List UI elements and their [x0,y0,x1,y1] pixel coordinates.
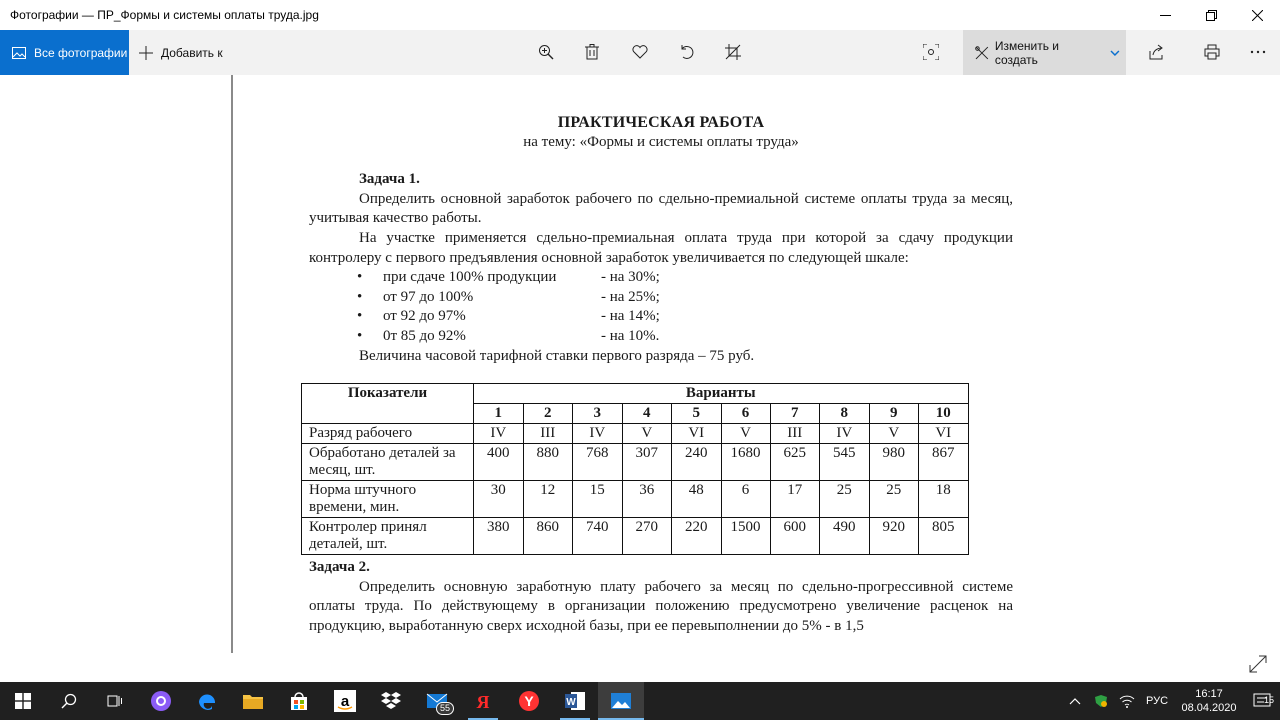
table-cell: 625 [770,444,820,481]
variant-number: 6 [721,404,770,424]
mail-badge: 55 [436,702,454,715]
table-header-row [302,384,969,404]
table-cell: VI [919,424,969,444]
svg-text:Y: Y [524,693,534,709]
table-cell: 240 [672,444,722,481]
table-cell: 880 [523,444,573,481]
alice-app[interactable] [138,682,184,720]
security-tray-button[interactable] [1088,694,1114,708]
yandex-icon [473,691,493,711]
store-icon [289,691,309,711]
task1-paragraph-2: На участке применяется сдельно-премиальная оплата труда при которой за сдачу продукции контролеру с первого предъявления основной заработок увеличивается по следующей шкале: [309,229,1013,266]
edge-app[interactable] [184,682,230,720]
window-title: Фотографии — ПР_Формы и системы оплаты труда.jpg [10,8,319,22]
show-hidden-icons-button[interactable] [1062,697,1088,705]
enhance-icon [923,44,939,60]
bullet-value: - на 14%; [601,308,660,325]
table-cell: 270 [622,518,672,555]
variant-number: 10 [919,404,969,424]
table-cell: 1500 [721,518,770,555]
bullet-text: от 97 до 100% [383,288,474,305]
table-cell: 307 [622,444,672,481]
table-cell: 545 [820,444,870,481]
zoom-button[interactable] [536,42,556,62]
table-cell: 220 [672,518,722,555]
start-button[interactable] [0,682,46,720]
search-icon [61,693,77,709]
table-cell: 867 [919,444,969,481]
table-cell: 15 [573,481,623,518]
maximize-button[interactable] [1188,0,1234,30]
table-cell: 25 [820,481,870,518]
bullet-text: 0т 85 до 92% [383,327,466,344]
svg-text:W: W [566,697,576,708]
photos-icon [610,692,632,710]
close-button[interactable] [1234,0,1280,30]
variant-number: 8 [820,404,870,424]
doc-title: ПРАКТИЧЕСКАЯ РАБОТА [557,114,765,131]
share-icon [1149,44,1165,60]
page-edge [231,75,233,653]
alice-icon [150,690,172,712]
minimize-icon [1160,10,1171,21]
table-cell: 805 [919,518,969,555]
all-photos-label: Все фотографии [34,45,128,60]
variant-number: 9 [869,404,919,424]
task1-paragraph-1: Определить основной заработок рабочего по сдельно-премиальной системе оплаты труда за месяц, учитывая качество работы. [309,190,1013,227]
crop-icon [725,44,741,60]
table-cell: 36 [622,481,672,518]
table-cell: 6 [721,481,770,518]
variant-number: 2 [523,404,573,424]
heart-icon [632,45,648,59]
table-cell: 980 [869,444,919,481]
title-bar [0,0,1280,30]
bullet-icon: • [357,308,363,325]
search-button[interactable] [46,682,92,720]
clock[interactable] [1174,687,1244,715]
table-cell: 860 [523,518,573,555]
row-label: Норма штучного времени, мин. [302,481,474,518]
variant-number: 3 [573,404,623,424]
bullet-icon: • [357,327,363,344]
table-cell: 48 [672,481,722,518]
row-label: Контролер принял деталей, шт. [302,518,474,555]
variant-number: 7 [770,404,820,424]
amazon-app[interactable] [322,682,368,720]
table-cell: V [869,424,919,444]
photo-icon [12,47,26,59]
bullet-item [309,268,1013,288]
taskbar [0,682,1280,720]
task1-paragraph-3: Величина часовой тарифной ставки первого разряда – 75 руб. [359,347,755,364]
header-variants: Варианты [474,384,969,404]
task1-heading: Задача 1. [359,171,420,188]
windows-icon [15,693,31,709]
table-cell: VI [672,424,722,444]
edit-icon [975,46,989,60]
all-photos-button[interactable] [0,30,129,75]
table-cell: 30 [474,481,524,518]
amazon-icon [334,690,356,712]
fullscreen-button[interactable] [1248,654,1268,674]
print-button[interactable] [1202,42,1222,62]
table-cell: 400 [474,444,524,481]
notification-count: 15 [1263,695,1274,705]
word-icon [564,691,586,711]
more-icon [1250,50,1266,54]
add-to-button[interactable] [139,30,223,75]
variant-number: 1 [474,404,524,424]
variant-number: 4 [622,404,672,424]
bullet-text: при сдаче 100% продукции [383,269,557,286]
explorer-app[interactable] [230,682,276,720]
task2-heading: Задача 2. [309,559,370,576]
word-app[interactable] [552,682,598,720]
task2-paragraph-1: Определить основную заработную плату рабочего за месяц по сдельно-прогрессивной системе оплаты труда. По действующему в организации положению предусмотрено увеличение расценок на продукцию, выработанную сверх исходной базы, при ее перевыполнении до 5% - в 1,5 [309,578,1013,634]
row-label: Обработано деталей за месяц, шт. [302,444,474,481]
header-indicators: Показатели [302,384,474,424]
svg-text:Я: Я [476,692,490,711]
network-button[interactable] [1114,694,1140,708]
bullet-item [309,327,1013,347]
table-cell: 768 [573,444,623,481]
doc-subtitle: на тему: «Формы и системы оплаты труда» [523,133,799,150]
bullet-item [309,288,1013,308]
bullet-icon: • [357,288,363,305]
table-body [302,424,969,555]
add-to-label: Добавить к [161,45,223,60]
table-row [302,481,969,518]
edit-create-label: Изменить и создать [994,38,1059,67]
rotate-icon [679,44,695,60]
table-row [302,444,969,481]
store-app[interactable] [276,682,322,720]
trash-icon [585,44,599,60]
photos-app-taskbar[interactable] [598,682,644,720]
dropbox-app[interactable] [368,682,414,720]
table-cell: 600 [770,518,820,555]
share-button[interactable] [1147,42,1167,62]
table-cell: 740 [573,518,623,555]
yandex-y-icon [518,690,540,712]
task-view-icon [107,693,123,709]
defender-icon [1094,694,1108,708]
clock-date: 08.04.2020 [1181,702,1237,714]
toolbar [0,30,1280,75]
printer-icon [1204,44,1220,60]
enhance-button[interactable] [921,42,941,62]
edge-icon [196,690,218,712]
bullet-item [309,307,1013,327]
variant-number: 5 [672,404,722,424]
photo-viewport[interactable] [0,75,1280,682]
plus-icon [139,46,153,60]
document-text [309,113,1013,637]
close-icon [1252,10,1263,21]
clock-time: 16:17 [1195,688,1223,700]
table-cell: 490 [820,518,870,555]
folder-icon [242,692,264,710]
favorite-button[interactable] [630,42,650,62]
variants-table [301,383,969,555]
table-cell: IV [474,424,524,444]
restore-icon [1206,10,1217,21]
table-cell: 17 [770,481,820,518]
bullet-text: от 92 до 97% [383,308,466,325]
chevron-up-icon [1069,697,1081,705]
bullet-value: - на 30%; [601,269,660,286]
rotate-button[interactable] [677,42,697,62]
bullet-icon: • [357,269,363,286]
edit-create-menu[interactable] [963,30,1126,75]
system-tray [1062,682,1280,720]
table-cell: IV [573,424,623,444]
table-cell: 18 [919,481,969,518]
table-cell: 1680 [721,444,770,481]
table-cell: V [721,424,770,444]
table-row [302,424,969,444]
table-row [302,518,969,555]
row-label: Разряд рабочего [302,424,474,444]
delete-button[interactable] [582,42,602,62]
table-cell: 12 [523,481,573,518]
action-center-button[interactable] [1244,693,1280,709]
yandex-browser-app[interactable] [460,682,506,720]
more-button[interactable] [1248,42,1268,62]
bullet-value: - на 10%. [601,327,660,344]
zoom-icon [538,44,554,60]
chevron-down-icon [1110,50,1120,56]
yandex-app[interactable] [506,682,552,720]
task-view-button[interactable] [92,682,138,720]
crop-button[interactable] [723,42,743,62]
svg-text:a: a [340,693,350,710]
wifi-icon [1119,694,1135,708]
bullet-value: - на 25%; [601,288,660,305]
table-cell: III [770,424,820,444]
table-cell: 920 [869,518,919,555]
expand-icon [1248,654,1268,674]
table-cell: V [622,424,672,444]
table-cell: 380 [474,518,524,555]
language-indicator[interactable]: РУС [1145,695,1169,707]
table-cell: III [523,424,573,444]
mail-app[interactable] [414,682,460,720]
minimize-button[interactable] [1142,0,1188,30]
table-cell: IV [820,424,870,444]
dropbox-icon [380,691,402,711]
table-cell: 25 [869,481,919,518]
